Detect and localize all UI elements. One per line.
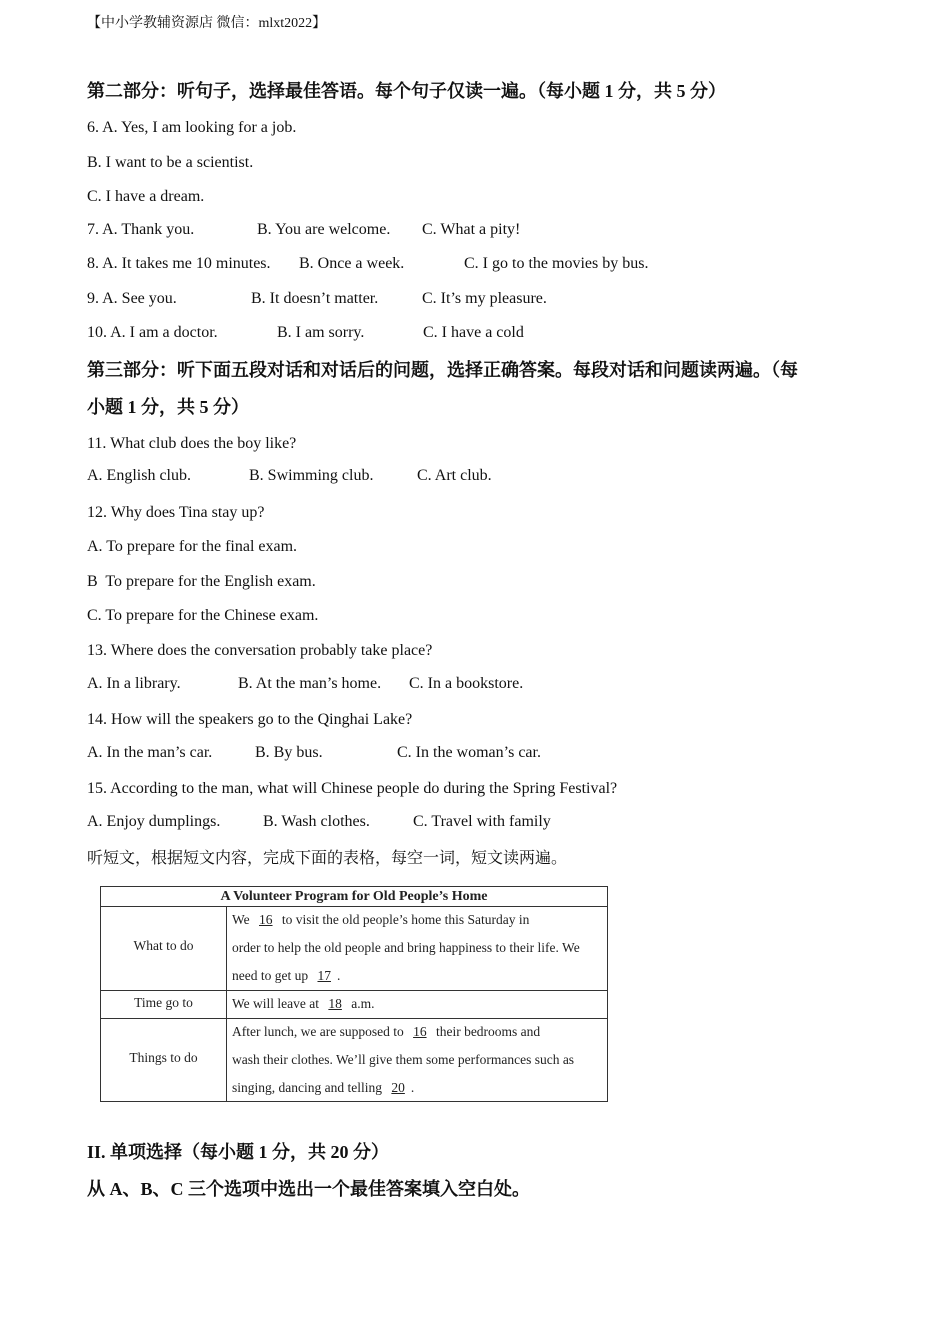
- part2-title: 第二部分：听句子，选择最佳答语。每个句子仅读一遍。（每小题 1 分，共 5 分）: [87, 81, 726, 101]
- table-title: A Volunteer Program for Old People’s Home: [101, 887, 607, 907]
- row-label-time: Time go to: [134, 995, 193, 1010]
- q11-option-a: A. English club.: [87, 467, 191, 484]
- q14-option-a: A. In the man’s car.: [87, 744, 213, 761]
- q8-option-c: C. I go to the movies by bus.: [464, 255, 649, 272]
- text: to visit the old people’s home this Saturday in: [281, 912, 530, 927]
- text: singing, dancing and telling: [232, 1080, 382, 1095]
- table-row-what-to-do: [101, 906, 607, 991]
- q11-question: 11. What club does the boy like?: [87, 435, 297, 452]
- table-row-things-to-do: [101, 1018, 607, 1102]
- q6-option-a: 6. A. Yes, I am looking for a job.: [87, 119, 297, 136]
- blank-20: 20: [391, 1080, 405, 1095]
- text: .: [336, 968, 341, 983]
- q13-option-a: A. In a library.: [87, 675, 181, 692]
- blank-17: 17: [317, 968, 331, 983]
- q13-option-b: B. At the man’s home.: [238, 675, 382, 692]
- row-content-things-to-do: [232, 1018, 604, 1102]
- text: After lunch, we are supposed to: [232, 1024, 404, 1039]
- q13-option-c: C. In a bookstore.: [409, 675, 524, 692]
- q14-question: 14. How will the speakers go to the Qinghai Lake?: [87, 711, 413, 728]
- q9-option-b: B. It doesn’t matter.: [251, 290, 379, 307]
- q12-option-c: C. To prepare for the Chinese exam.: [87, 607, 319, 624]
- q7-option-c: C. What a pity!: [422, 221, 521, 238]
- q15-option-c: C. Travel with family: [413, 813, 551, 830]
- text: We: [232, 912, 250, 927]
- volunteer-program-table: [100, 886, 608, 1102]
- q12-question: 12. Why does Tina stay up?: [87, 504, 265, 521]
- q9-option-a: 9. A. See you.: [87, 290, 177, 307]
- q12-option-b: B To prepare for the English exam.: [87, 573, 316, 590]
- blank-18: 18: [328, 996, 342, 1011]
- q15-option-b: B. Wash clothes.: [263, 813, 370, 830]
- text: We will leave at: [232, 996, 319, 1011]
- row-label-things-to-do: Things to do: [129, 1050, 198, 1065]
- part3-title-line2: 小题 1 分，共 5 分）: [87, 397, 249, 417]
- q6-option-c: C. I have a dream.: [87, 188, 205, 205]
- text: need to get up: [232, 968, 309, 983]
- text: .: [410, 1080, 415, 1095]
- q7-option-b: B. You are welcome.: [257, 221, 391, 238]
- section2-instruction: 从 A、B、C 三个选项中选出一个最佳答案填入空白处。: [87, 1179, 531, 1199]
- q15-question: 15. According to the man, what will Chinese people do during the Spring Festival?: [87, 780, 618, 797]
- q11-option-c: C. Art club.: [417, 467, 492, 484]
- text: their bedrooms and: [435, 1024, 541, 1039]
- text: a.m.: [351, 996, 375, 1011]
- text: order to help the old people and bring happiness to their life. We: [232, 940, 580, 955]
- blank-19: 16: [413, 1024, 427, 1039]
- q12-option-a: A. To prepare for the final exam.: [87, 538, 298, 555]
- table-column-divider: [226, 906, 227, 1101]
- q8-option-b: B. Once a week.: [299, 255, 405, 272]
- q10-option-a: 10. A. I am a doctor.: [87, 324, 218, 341]
- q11-option-b: B. Swimming club.: [249, 467, 374, 484]
- q14-option-b: B. By bus.: [255, 744, 323, 761]
- q15-option-a: A. Enjoy dumplings.: [87, 813, 221, 830]
- q10-option-b: B. I am sorry.: [277, 324, 365, 341]
- part3-title-line1: 第三部分：听下面五段对话和对话后的问题，选择正确答案。每段对话和问题读两遍。（每: [87, 360, 798, 380]
- blank-16: 16: [259, 912, 273, 927]
- row-content-time: [232, 990, 604, 1018]
- q13-question: 13. Where does the conversation probably take place?: [87, 642, 433, 659]
- q7-option-a: 7. A. Thank you.: [87, 221, 195, 238]
- part4-instruction: 听短文，根据短文内容，完成下面的表格，每空一词，短文读两遍。: [87, 850, 568, 867]
- row-content-what-to-do: [232, 906, 604, 990]
- q14-option-c: C. In the woman’s car.: [397, 744, 541, 761]
- q9-option-c: C. It’s my pleasure.: [422, 290, 547, 307]
- table-row-time: [101, 990, 607, 1019]
- row-label-what-to-do: What to do: [133, 938, 194, 953]
- q10-option-c: C. I have a cold: [423, 324, 524, 341]
- section2-title: II. 单项选择（每小题 1 分，共 20 分）: [87, 1142, 390, 1162]
- text: wash their clothes. We’ll give them some performances such as: [232, 1052, 575, 1067]
- q6-option-b: B. I want to be a scientist.: [87, 154, 254, 171]
- q8-option-a: 8. A. It takes me 10 minutes.: [87, 255, 271, 272]
- page-header: 【中小学教辅资源店 微信：mlxt2022】: [87, 16, 327, 31]
